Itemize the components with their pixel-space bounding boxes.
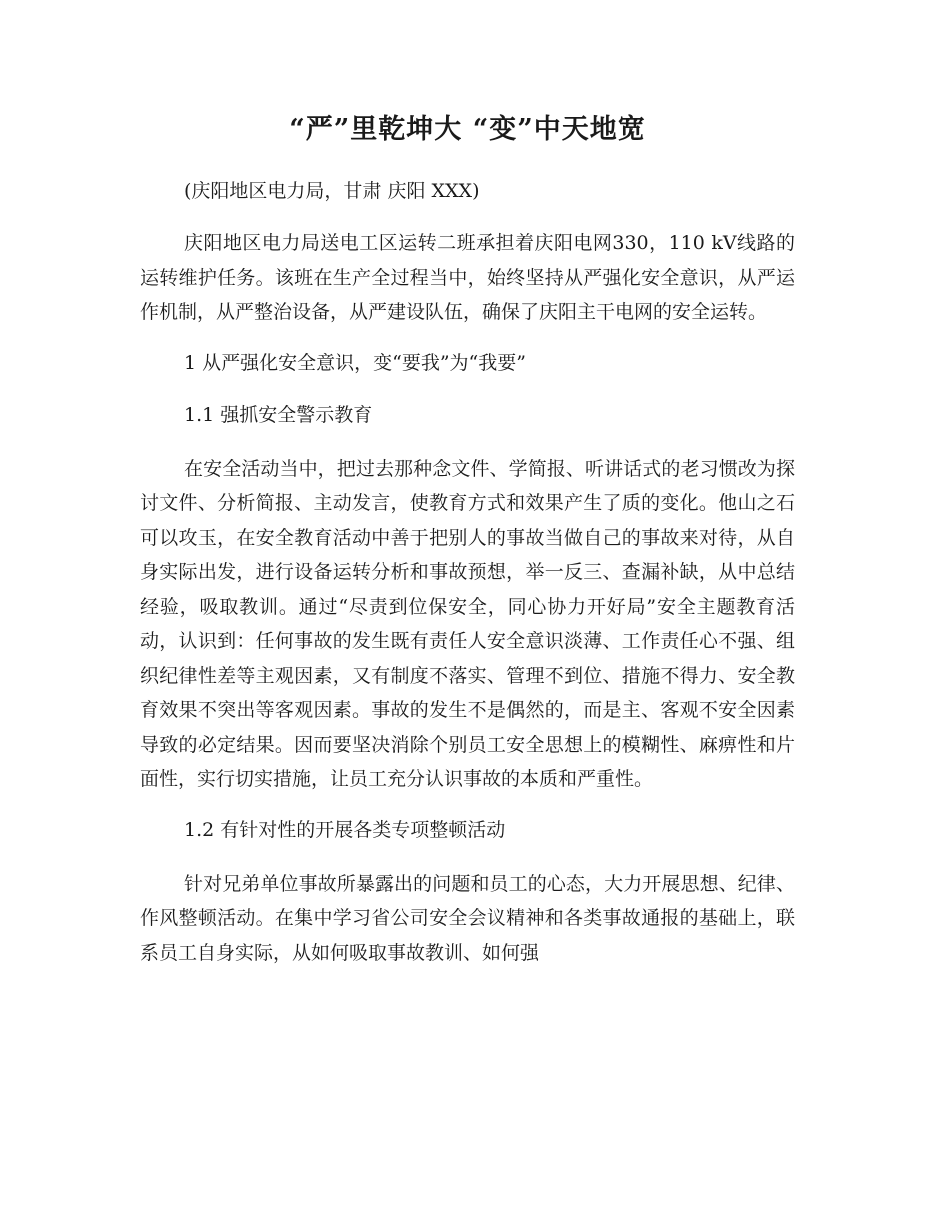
section-1-1-heading: 1.1 强抓安全警示教育 [184, 403, 373, 426]
intro-paragraph: 庆阳地区电力局送电工区运转二班承担着庆阳电网330，110 kV线路的运转维护任务。该班在生产全过程当中，始终坚持从严强化安全意识，从严运作机制，从严整治设备，从严建设队伍，确保了庆阳主干电网的安全运转。 [140, 232, 795, 323]
section-1-heading: 1 从严强化安全意识，变“要我”为“我要” [184, 351, 526, 374]
section-1-2-heading: 1.2 有针对性的开展各类专项整顿活动 [184, 818, 506, 841]
section-1-2-paragraph: 针对兄弟单位事故所暴露出的问题和员工的心态，大力开展思想、纪律、作风整顿活动。在集中学习省公司安全会议精神和各类事故通报的基础上，联系员工自身实际，从如何吸取事故教训、如何强 [140, 872, 795, 964]
author-affiliation: (庆阳地区电力局，甘肃 庆阳 XXX) [184, 180, 480, 202]
section-1-1-paragraph: 在安全活动当中，把过去那种念文件、学简报、听讲话式的老习惯改为探讨文件、分析简报、主动发言，使教育方式和效果产生了质的变化。他山之石可以攻玉，在安全教育活动中善于把别人的事故当做自己的事故来对待，从自身实际出发，进行设备运转分析和事故预想，举一反三、查漏补缺，从中总结经验，吸取教训。通过“尽责到位保安全，同心协力开好局”安全主题教育活动，认识到：任何事故的发生既有责任人安全意识淡薄、工作责任心不强、组织纪律性差等主观因素，又有制度不落实、管理不到位、措施不得力、安全教育效果不突出等客观因素。事故的发生不是偶然的，而是主、客观不安全因素导致的必定结果。因而要坚决消除个别员工安全思想上的模糊性、麻痹性和片面性，实行切实措施，让员工充分认识事故的本质和严重性。 [140, 457, 795, 790]
document-title: “严”里乾坤大 “变”中天地宽 [289, 114, 646, 145]
